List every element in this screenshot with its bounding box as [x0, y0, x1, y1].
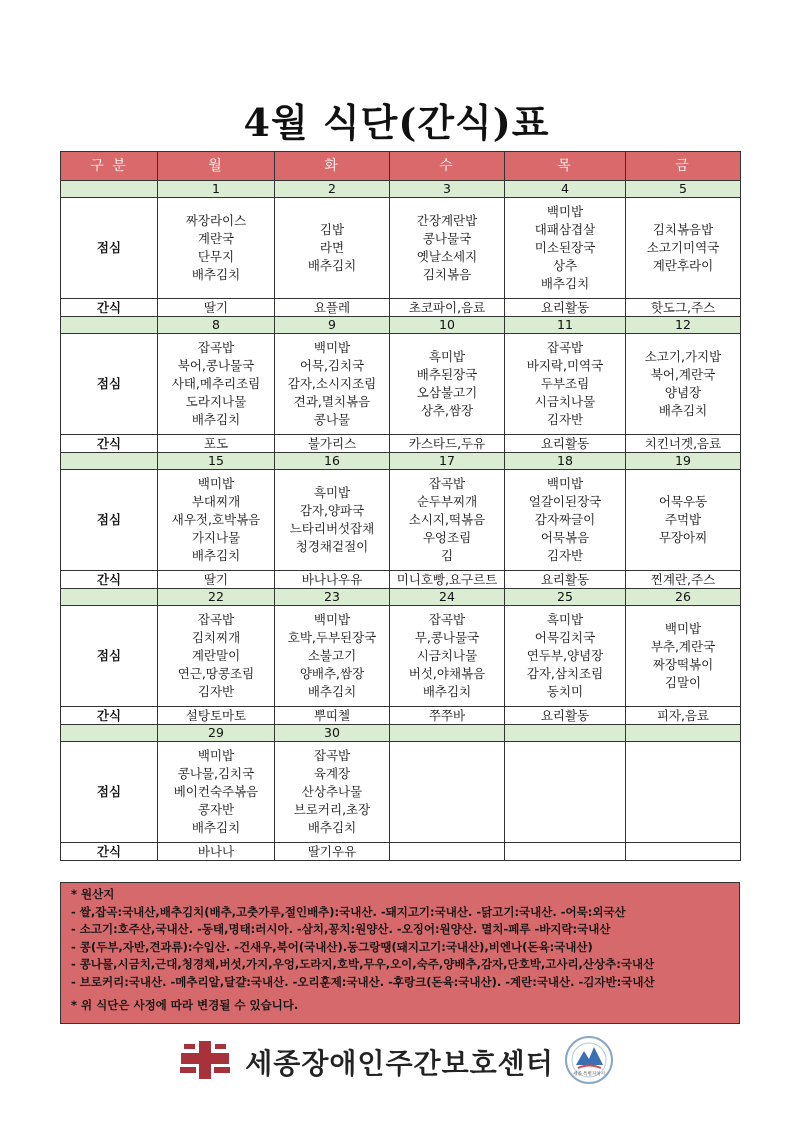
lunch-label: 점심 [61, 198, 158, 299]
lunch-cell [626, 334, 741, 435]
dish-item: 김말이 [664, 675, 702, 690]
snack-cell: 요리활동 [505, 571, 626, 589]
snack-cell: 딸기우유 [275, 843, 390, 861]
dish-item: 백미밥 [546, 204, 584, 219]
notes-line: - 콩나물,시금치,근대,청경채,버섯,가지,우엉,도라지,호박,무우,오이,숙주,양배추,감자,단호박,고사리,산상추:국내산 [71, 957, 655, 971]
date-cell [626, 725, 741, 742]
dish-item: 소불고기 [307, 648, 357, 663]
header-thu: 목 [505, 152, 626, 181]
dish-item: 대패삼겹살 [534, 222, 596, 237]
snack-cell: 핫도그,주스 [626, 299, 741, 317]
dish-item: 동치미 [546, 684, 584, 699]
dish-item: 계란국 [197, 231, 235, 246]
date-row-label [61, 181, 158, 198]
dish-item: 배추김치 [307, 820, 357, 835]
dish-item: 순두부찌개 [416, 494, 478, 509]
date-cell: 23 [275, 589, 390, 606]
dish-item: 감자,소시지조림 [287, 376, 377, 391]
dish-item: 계란후라이 [652, 258, 714, 273]
dish-item: 백미밥 [313, 612, 351, 627]
dish-item: 김치볶음 [422, 267, 472, 282]
meal-table [60, 151, 741, 861]
lunch-cell [158, 742, 275, 843]
date-row [61, 453, 741, 470]
dish-item: 소고기,가지밥 [644, 349, 722, 364]
lunch-cell [505, 742, 626, 843]
dish-item: 시금치나물 [534, 394, 596, 409]
dish-item: 배추김치 [191, 267, 241, 282]
dish-item: 북어,콩나물국 [177, 358, 255, 373]
snack-cell: 설탕토마토 [158, 707, 275, 725]
snack-cell: 쭈쭈바 [390, 707, 505, 725]
lunch-label: 점심 [61, 334, 158, 435]
lunch-cell [275, 334, 390, 435]
dish-item: 견과,멸치볶음 [293, 394, 371, 409]
dish-item: 잡곡밥 [546, 340, 584, 355]
lunch-cell [626, 470, 741, 571]
dish-item: 콩나물 [313, 412, 351, 427]
date-cell: 29 [158, 725, 275, 742]
org-name: 세종장애인주간보호센터 [245, 1048, 554, 1079]
dish-item: 감자짜글이 [534, 512, 596, 527]
date-cell: 24 [390, 589, 505, 606]
header-mon: 월 [158, 152, 275, 181]
snack-label: 간식 [61, 707, 158, 725]
lunch-cell [275, 606, 390, 707]
date-cell: 11 [505, 317, 626, 334]
dish-item: 백미밥 [197, 476, 235, 491]
lunch-cell [505, 334, 626, 435]
date-row-label [61, 589, 158, 606]
lunch-cell [390, 198, 505, 299]
footer [0, 1034, 793, 1090]
lunch-cell [390, 470, 505, 571]
dish-item: 청경채겉절이 [295, 539, 369, 554]
lunch-row [61, 198, 741, 299]
lunch-cell [390, 334, 505, 435]
dish-item: 콩나물국 [422, 231, 472, 246]
date-cell: 15 [158, 453, 275, 470]
lunch-cell [505, 198, 626, 299]
dish-item: 바지락,미역국 [526, 358, 604, 373]
date-cell [390, 725, 505, 742]
dish-item: 잡곡밥 [313, 748, 351, 763]
snack-cell: 초코파이,음료 [390, 299, 505, 317]
notes-line: - 쌀,잡곡:국내산,배추김치(배추,고춧가루,절인배추):국내산. -돼지고기:국내산. -닭고기:국내산. -어묵:외국산 [71, 904, 626, 919]
snack-cell: 미니호빵,요구르트 [390, 571, 505, 589]
dish-item: 계란말이 [191, 648, 241, 663]
dish-item: 가지나물 [191, 530, 241, 545]
snack-cell: 포도 [158, 435, 275, 453]
dish-item: 육계장 [313, 766, 351, 781]
date-cell: 25 [505, 589, 626, 606]
page-title: 4월 식단(간식)표 [243, 100, 550, 145]
dish-item: 미소된장국 [534, 240, 596, 255]
dish-item: 얼갈이된장국 [528, 494, 602, 509]
dish-item: 소시지,떡볶음 [408, 512, 486, 527]
header-category: 구 분 [61, 152, 158, 181]
notes-heading: * 원산지 [71, 887, 115, 901]
dish-item: 상추,쌈장 [420, 403, 474, 418]
dish-item: 북어,계란국 [650, 367, 716, 382]
date-cell: 5 [626, 181, 741, 198]
dish-item: 시금치나물 [416, 648, 478, 663]
dish-item: 부추,계란국 [650, 639, 716, 654]
date-row [61, 589, 741, 606]
dish-item: 도라지나물 [185, 394, 247, 409]
dish-item: 어묵볶음 [540, 530, 590, 545]
date-cell: 8 [158, 317, 275, 334]
snack-row [61, 435, 741, 453]
dish-item: 잡곡밥 [197, 340, 235, 355]
dish-item: 콩자반 [197, 802, 235, 817]
lunch-cell [390, 606, 505, 707]
sejong-seal-icon [564, 1035, 614, 1089]
snack-cell: 찐계란,주스 [626, 571, 741, 589]
dish-item: 배추김치 [422, 684, 472, 699]
lunch-cell [626, 606, 741, 707]
origin-notes [60, 882, 740, 1024]
snack-row [61, 571, 741, 589]
dish-item: 콩나물,김치국 [177, 766, 255, 781]
dish-item: 사태,메추리조림 [171, 376, 261, 391]
dish-item: 무,콩나물국 [414, 630, 480, 645]
dish-item: 잡곡밥 [197, 612, 235, 627]
date-row [61, 725, 741, 742]
lunch-cell [275, 198, 390, 299]
seal-text: 세종 특별자치시 [572, 1072, 605, 1077]
dish-item: 새우젓,호박볶음 [171, 512, 261, 527]
snack-cell: 불가리스 [275, 435, 390, 453]
date-row-label [61, 725, 158, 742]
dish-item: 백미밥 [313, 340, 351, 355]
dish-item: 김치볶음밥 [652, 222, 714, 237]
snack-cell: 카스타드,두유 [390, 435, 505, 453]
lunch-cell [390, 742, 505, 843]
dish-item: 백미밥 [197, 748, 235, 763]
header-wed: 수 [390, 152, 505, 181]
notes-footnote: * 위 식단은 사정에 따라 변경될 수 있습니다. [71, 998, 299, 1012]
dish-item: 브로커리,초장 [293, 802, 371, 817]
snack-row [61, 299, 741, 317]
dish-item: 배추김치 [658, 403, 708, 418]
dish-item: 호박,두부된장국 [287, 630, 377, 645]
snack-cell [626, 843, 741, 861]
dish-item: 김자반 [546, 412, 584, 427]
dish-item: 양념장 [664, 385, 702, 400]
dish-item: 상추 [552, 258, 578, 273]
dish-item: 백미밥 [546, 476, 584, 491]
lunch-cell [275, 742, 390, 843]
dish-item: 배추김치 [191, 820, 241, 835]
snack-row [61, 707, 741, 725]
date-cell: 18 [505, 453, 626, 470]
date-cell: 16 [275, 453, 390, 470]
dish-item: 베이컨숙주볶음 [173, 784, 259, 799]
date-row [61, 181, 741, 198]
snack-cell [390, 843, 505, 861]
dish-item: 연두부,양념장 [526, 648, 604, 663]
dish-item: 짜장라이스 [185, 213, 247, 228]
lunch-label: 점심 [61, 470, 158, 571]
dish-item: 산상추나물 [301, 784, 363, 799]
snack-cell: 요리활동 [505, 707, 626, 725]
lunch-cell [505, 606, 626, 707]
lunch-row [61, 606, 741, 707]
dish-item: 부대찌개 [191, 494, 241, 509]
date-cell: 9 [275, 317, 390, 334]
lunch-cell [158, 470, 275, 571]
date-cell: 4 [505, 181, 626, 198]
snack-label: 간식 [61, 435, 158, 453]
dish-item: 잡곡밥 [428, 476, 466, 491]
notes-line: - 브로커리:국내산. -메추리알,달걀:국내산. -오리훈제:국내산. -후랑크(돈육:국내산). -계란:국내산. -김자반:국내산 [71, 974, 655, 989]
snack-cell: 치킨너겟,음료 [626, 435, 741, 453]
dish-item: 배추김치 [191, 412, 241, 427]
date-cell: 2 [275, 181, 390, 198]
date-cell [505, 725, 626, 742]
notes-line: - 소고기:호주산,국내산. -동태,명태:러시아. -삼치,꽁치:원양산. -오징어:원양산. 멸치-페루 -바지락:국내산 [71, 922, 611, 936]
dish-item: 간장계란밥 [416, 213, 478, 228]
dish-item: 우엉조림 [422, 530, 472, 545]
dish-item: 배추김치 [191, 548, 241, 563]
date-cell: 12 [626, 317, 741, 334]
dish-item: 느타리버섯잡채 [289, 521, 375, 536]
dish-item: 김자반 [197, 684, 235, 699]
dish-item: 배추김치 [540, 276, 590, 291]
snack-row [61, 843, 741, 861]
lunch-row [61, 742, 741, 843]
snack-cell: 요리활동 [505, 299, 626, 317]
date-cell: 22 [158, 589, 275, 606]
dish-item: 김치찌개 [191, 630, 241, 645]
dish-item: 오삼불고기 [416, 385, 478, 400]
snack-cell: 뿌띠첼 [275, 707, 390, 725]
snack-cell [505, 843, 626, 861]
lunch-cell [505, 470, 626, 571]
lunch-cell [626, 742, 741, 843]
dish-item: 단무지 [197, 249, 235, 264]
date-cell: 10 [390, 317, 505, 334]
snack-label: 간식 [61, 299, 158, 317]
date-cell: 19 [626, 453, 741, 470]
dish-item: 흑미밥 [313, 485, 351, 500]
dish-item: 두부조림 [540, 376, 590, 391]
date-cell: 17 [390, 453, 505, 470]
dish-item: 김 [440, 548, 454, 563]
header-row [61, 152, 741, 181]
dish-item: 감자,삼치조림 [526, 666, 604, 681]
dish-item: 배추김치 [307, 684, 357, 699]
dish-item: 흑미밥 [546, 612, 584, 627]
dish-item: 배추김치 [307, 258, 357, 273]
snack-label: 간식 [61, 571, 158, 589]
header-tue: 화 [275, 152, 390, 181]
snack-cell: 피자,음료 [626, 707, 741, 725]
dish-item: 소고기미역국 [646, 240, 720, 255]
snack-cell: 요리활동 [505, 435, 626, 453]
dish-item: 백미밥 [664, 621, 702, 636]
date-cell: 26 [626, 589, 741, 606]
lunch-cell [158, 198, 275, 299]
dish-item: 주먹밥 [664, 512, 702, 527]
lunch-cell [626, 198, 741, 299]
dish-item: 어묵우동 [658, 494, 708, 509]
snack-cell: 바나나우유 [275, 571, 390, 589]
lunch-cell [158, 334, 275, 435]
snack-cell: 딸기 [158, 571, 275, 589]
dish-item: 잡곡밥 [428, 612, 466, 627]
dish-item: 옛날소세지 [416, 249, 478, 264]
dish-item: 무장아찌 [658, 530, 708, 545]
lunch-row [61, 334, 741, 435]
date-row-label [61, 317, 158, 334]
snack-label: 간식 [61, 843, 158, 861]
lunch-label: 점심 [61, 606, 158, 707]
cross-logo-icon [179, 1040, 231, 1084]
date-row-label [61, 453, 158, 470]
dish-item: 김자반 [546, 548, 584, 563]
notes-line: - 콩(두부,자반,견과류):수입산. -건새우,북어(국내산).동그랑땡(돼지고기:국내산),비엔나(돈육:국내산) [71, 939, 593, 954]
snack-cell: 바나나 [158, 843, 275, 861]
lunch-row [61, 470, 741, 571]
dish-item: 연근,땅콩조림 [177, 666, 255, 681]
dish-item: 감자,양파국 [299, 503, 365, 518]
snack-cell: 요플레 [275, 299, 390, 317]
date-cell: 30 [275, 725, 390, 742]
header-fri: 금 [626, 152, 741, 181]
dish-item: 라면 [319, 240, 345, 255]
dish-item: 어묵김치국 [534, 630, 596, 645]
dish-item: 양배추,쌈장 [299, 666, 365, 681]
lunch-cell [158, 606, 275, 707]
snack-cell: 딸기 [158, 299, 275, 317]
dish-item: 어묵,김치국 [299, 358, 365, 373]
date-cell: 1 [158, 181, 275, 198]
dish-item: 짜장떡볶이 [652, 657, 714, 672]
dish-item: 버섯,야채볶음 [408, 666, 486, 681]
lunch-label: 점심 [61, 742, 158, 843]
dish-item: 김밥 [319, 222, 345, 237]
dish-item: 배추된장국 [416, 367, 478, 382]
dish-item: 흑미밥 [428, 349, 466, 364]
date-cell: 3 [390, 181, 505, 198]
date-row [61, 317, 741, 334]
lunch-cell [275, 470, 390, 571]
week-rows [61, 181, 741, 861]
